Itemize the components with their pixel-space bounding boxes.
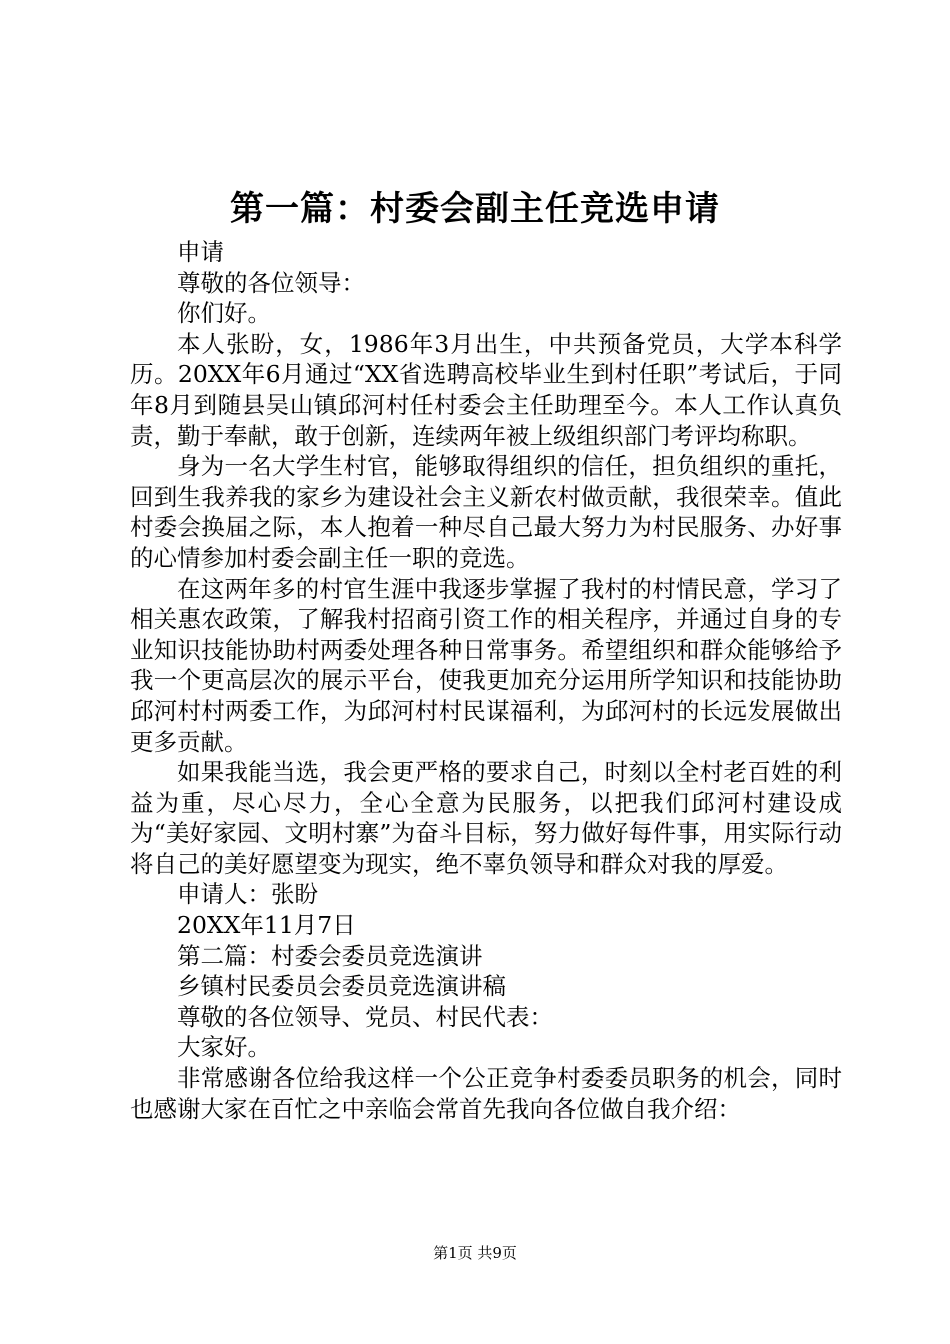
paragraph: 非常感谢各位给我这样一个公正竞争村委委员职务的机会，同时也感谢大家在百忙之中亲临会常首先我向各位做自我介绍： (130, 1064, 842, 1123)
paragraph: 乡镇村民委员会委员竞选演讲稿 (177, 972, 506, 1001)
paragraph: 申请 (177, 238, 224, 266)
paragraph: 身为一名大学生村官，能够取得组织的信任，担负组织的重托，回到生我养我的家乡为建设社会主义新农村做贡献，我很荣幸。值此村委会换届之际，本人抱着一种尽自己最大努力为村民服务、办好事的心情参加村委会副主任一职的竞选。 (130, 452, 842, 572)
paragraph: 在这两年多的村官生涯中我逐步掌握了我村的村情民意，学习了相关惠农政策，了解我村招商引资工作的相关程序，并通过自身的专业知识技能协助村两委处理各种日常事务。希望组织和群众能够给予我一个更高层次的展示平台，使我更加充分运用所学知识和技能协助邱河村村两委工作，为邱河村村民谋福利，为邱河村的长远发展做出更多贡献。 (130, 574, 842, 756)
page-footer: 第1页 共9页 (433, 1244, 517, 1262)
document-title: 第一篇：村委会副主任竞选申请 (230, 189, 720, 229)
paragraph: 你们好。 (177, 299, 271, 328)
paragraph: 第二篇：村委会委员竞选演讲 (177, 941, 483, 970)
paragraph: 申请人：张盼 (177, 880, 318, 909)
paragraph: 尊敬的各位领导、党员、村民代表： (177, 1002, 553, 1031)
paragraph: 本人张盼，女，1986年3月出生，中共预备党员，大学本科学历。20XX年6月通过“XX省选聘高校毕业生到村任职”考试后，于同年8月到随县吴山镇邱河村任村委会主任助理至今。本人工作认真负责，勤于奉献，敢于创新，连续两年被上级组织部门考评均称职。 (130, 329, 842, 450)
document-body (130, 237, 842, 1124)
paragraph: 20XX年11月7日 (177, 911, 356, 940)
paragraph: 尊敬的各位领导： (177, 268, 365, 297)
paragraph: 大家好。 (177, 1033, 271, 1062)
paragraph: 如果我能当选，我会更严格的要求自己，时刻以全村老百姓的利益为重，尽心尽力，全心全意为民服务，以把我们邱河村建设成为“美好家园、文明村寨”为奋斗目标，努力做好每件事，用实际行动将自己的美好愿望变为现实，绝不辜负领导和群众对我的厚爱。 (130, 758, 842, 878)
